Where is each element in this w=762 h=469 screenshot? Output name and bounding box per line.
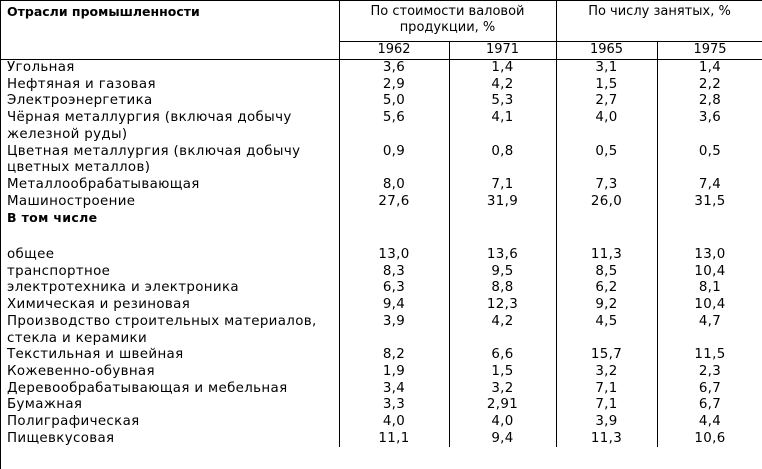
column-group-gross-output: По стоимости валовой продукции, % bbox=[339, 1, 556, 42]
value-cell: 4,1 bbox=[449, 110, 556, 143]
table-row bbox=[1, 280, 762, 297]
column-header-industry: Отрасли промышленности bbox=[1, 1, 339, 60]
value-cell: 4,4 bbox=[657, 414, 762, 431]
year-header: 1962 bbox=[339, 42, 449, 60]
value-cell: 13,0 bbox=[339, 247, 449, 264]
value-cell: 3,6 bbox=[339, 60, 449, 77]
table-body bbox=[1, 60, 762, 448]
table-row bbox=[1, 247, 762, 264]
value-cell: 10,6 bbox=[657, 431, 762, 448]
section-label: В том числе bbox=[1, 210, 339, 227]
value-cell: 3,6 bbox=[657, 110, 762, 143]
value-cell: 3,9 bbox=[339, 314, 449, 347]
table-row bbox=[1, 297, 762, 314]
value-cell: 0,8 bbox=[449, 144, 556, 177]
value-cell: 31,9 bbox=[449, 194, 556, 211]
value-cell: 8,3 bbox=[339, 264, 449, 281]
value-cell: 31,5 bbox=[657, 194, 762, 211]
value-cell: 8,0 bbox=[339, 177, 449, 194]
value-cell bbox=[657, 210, 762, 227]
spacer-cell bbox=[556, 227, 657, 247]
value-cell: 26,0 bbox=[556, 194, 657, 211]
value-cell: 3,3 bbox=[339, 397, 449, 414]
industry-name: Электроэнергетика bbox=[1, 93, 339, 110]
spacer-row bbox=[1, 227, 762, 247]
table-row bbox=[1, 177, 762, 194]
value-cell: 8,2 bbox=[339, 347, 449, 364]
value-cell: 1,5 bbox=[556, 77, 657, 94]
value-cell: 11,1 bbox=[339, 431, 449, 448]
value-cell: 3,9 bbox=[556, 414, 657, 431]
value-cell bbox=[556, 210, 657, 227]
value-cell: 7,1 bbox=[449, 177, 556, 194]
value-cell: 2,91 bbox=[449, 397, 556, 414]
value-cell: 3,2 bbox=[556, 364, 657, 381]
value-cell: 15,7 bbox=[556, 347, 657, 364]
industry-name: Бумажная bbox=[1, 397, 339, 414]
spacer-cell bbox=[1, 227, 339, 247]
year-header: 1971 bbox=[449, 42, 556, 60]
industry-name: Текстильная и швейная bbox=[1, 347, 339, 364]
value-cell: 1,9 bbox=[339, 364, 449, 381]
industry-name: Машиностроение bbox=[1, 194, 339, 211]
table-row bbox=[1, 414, 762, 431]
value-cell: 8,8 bbox=[449, 280, 556, 297]
value-cell: 2,9 bbox=[339, 77, 449, 94]
value-cell: 1,5 bbox=[449, 364, 556, 381]
table-row bbox=[1, 144, 762, 177]
industry-share-table bbox=[1, 1, 762, 447]
table-row bbox=[1, 397, 762, 414]
spacer-cell bbox=[449, 227, 556, 247]
value-cell: 0,5 bbox=[556, 144, 657, 177]
value-cell: 4,5 bbox=[556, 314, 657, 347]
value-cell: 0,9 bbox=[339, 144, 449, 177]
value-cell: 9,5 bbox=[449, 264, 556, 281]
value-cell: 7,1 bbox=[556, 381, 657, 398]
table-row bbox=[1, 314, 762, 347]
value-cell: 9,2 bbox=[556, 297, 657, 314]
value-cell bbox=[339, 210, 449, 227]
value-cell: 12,3 bbox=[449, 297, 556, 314]
value-cell: 2,7 bbox=[556, 93, 657, 110]
table-row bbox=[1, 110, 762, 143]
industry-name: Полиграфическая bbox=[1, 414, 339, 431]
industry-name: Металлообрабатывающая bbox=[1, 177, 339, 194]
table-row bbox=[1, 381, 762, 398]
industry-name: транспортное bbox=[1, 264, 339, 281]
value-cell: 2,8 bbox=[657, 93, 762, 110]
industry-name: Кожевенно-обувная bbox=[1, 364, 339, 381]
value-cell: 6,6 bbox=[449, 347, 556, 364]
value-cell: 7,4 bbox=[657, 177, 762, 194]
year-header: 1965 bbox=[556, 42, 657, 60]
value-cell: 2,3 bbox=[657, 364, 762, 381]
value-cell: 7,3 bbox=[556, 177, 657, 194]
value-cell: 5,0 bbox=[339, 93, 449, 110]
table-row bbox=[1, 77, 762, 94]
value-cell: 11,5 bbox=[657, 347, 762, 364]
value-cell: 1,4 bbox=[449, 60, 556, 77]
value-cell: 0,5 bbox=[657, 144, 762, 177]
value-cell: 3,4 bbox=[339, 381, 449, 398]
value-cell: 11,3 bbox=[556, 431, 657, 448]
table-row bbox=[1, 431, 762, 448]
industry-name: Деревообрабатывающая и мебельная bbox=[1, 381, 339, 398]
table-row bbox=[1, 93, 762, 110]
table-row bbox=[1, 264, 762, 281]
value-cell: 6,7 bbox=[657, 397, 762, 414]
value-cell: 10,4 bbox=[657, 297, 762, 314]
industry-name: Производство строительных материалов, стекла и керамики bbox=[1, 314, 339, 347]
value-cell: 4,0 bbox=[339, 414, 449, 431]
spacer-cell bbox=[657, 227, 762, 247]
value-cell: 4,2 bbox=[449, 77, 556, 94]
value-cell: 6,3 bbox=[339, 280, 449, 297]
value-cell: 3,1 bbox=[556, 60, 657, 77]
table-row bbox=[1, 194, 762, 211]
value-cell: 8,1 bbox=[657, 280, 762, 297]
industry-name: Химическая и резиновая bbox=[1, 297, 339, 314]
year-header: 1975 bbox=[657, 42, 762, 60]
spacer-cell bbox=[339, 227, 449, 247]
value-cell: 4,0 bbox=[449, 414, 556, 431]
value-cell: 4,0 bbox=[556, 110, 657, 143]
value-cell: 4,2 bbox=[449, 314, 556, 347]
industry-name: Угольная bbox=[1, 60, 339, 77]
table-row bbox=[1, 60, 762, 77]
value-cell: 13,0 bbox=[657, 247, 762, 264]
industry-name: электротехника и электроника bbox=[1, 280, 339, 297]
industry-name: Чёрная металлургия (включая добычу железной руды) bbox=[1, 110, 339, 143]
industry-name: Цветная металлургия (включая добычу цветных металлов) bbox=[1, 144, 339, 177]
table-row bbox=[1, 364, 762, 381]
column-group-employed: По числу занятых, % bbox=[556, 1, 762, 42]
value-cell: 8,5 bbox=[556, 264, 657, 281]
value-cell: 11,3 bbox=[556, 247, 657, 264]
industry-name: общее bbox=[1, 247, 339, 264]
value-cell: 13,6 bbox=[449, 247, 556, 264]
industry-name: Пищевкусовая bbox=[1, 431, 339, 448]
value-cell bbox=[449, 210, 556, 227]
value-cell: 6,2 bbox=[556, 280, 657, 297]
value-cell: 10,4 bbox=[657, 264, 762, 281]
value-cell: 27,6 bbox=[339, 194, 449, 211]
table-section-row bbox=[1, 210, 762, 227]
value-cell: 2,2 bbox=[657, 77, 762, 94]
value-cell: 7,1 bbox=[556, 397, 657, 414]
value-cell: 6,7 bbox=[657, 381, 762, 398]
table-row bbox=[1, 347, 762, 364]
value-cell: 9,4 bbox=[339, 297, 449, 314]
value-cell: 9,4 bbox=[449, 431, 556, 448]
value-cell: 5,6 bbox=[339, 110, 449, 143]
value-cell: 1,4 bbox=[657, 60, 762, 77]
value-cell: 3,2 bbox=[449, 381, 556, 398]
value-cell: 5,3 bbox=[449, 93, 556, 110]
industry-name: Нефтяная и газовая bbox=[1, 77, 339, 94]
value-cell: 4,7 bbox=[657, 314, 762, 347]
